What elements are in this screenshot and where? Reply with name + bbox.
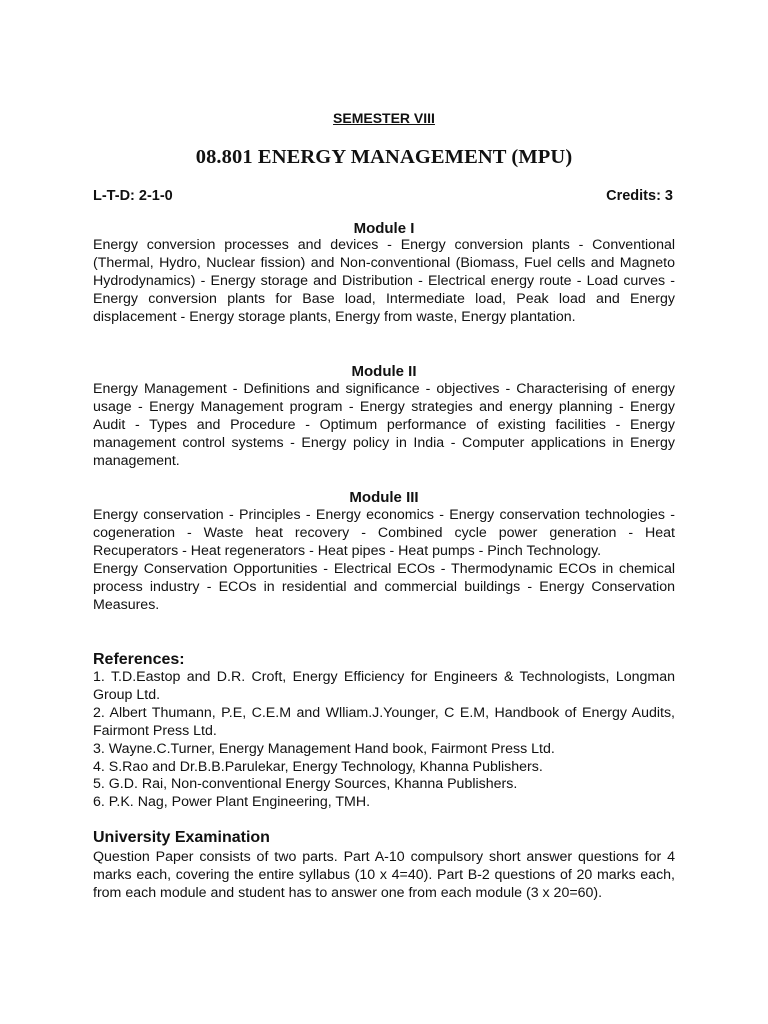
reference-item: 3. Wayne.C.Turner, Energy Management Hand book, Fairmont Press Ltd. bbox=[93, 740, 555, 757]
module-2-heading: Module II bbox=[351, 363, 417, 380]
module-1-paragraph: Energy conversion processes and devices - Energy conversion plants - Conventional (Thermal, Hydro, Nuclear fission) and Non-conventional (Biomass, Fuel cells and Magneto Hydrodynamics) - Energy storage and Distribution - Electrical energy route - Load curves - Energy conversion plants for Base load, Intermediate load, Peak load and Energy displacement - Energy storage plants, Energy from waste, Energy plantation. bbox=[93, 237, 675, 325]
reference-item: 5. G.D. Rai, Non-conventional Energy Sources, Khanna Publishers. bbox=[93, 776, 518, 793]
module-3-paragraph-2: Energy Conservation Opportunities - Electrical ECOs - Thermodynamic ECOs in chemical process industry - ECOs in residential and commercial buildings - Energy Conservation Measures. bbox=[93, 560, 675, 613]
ltd-label: L-T-D: 2-1-0 bbox=[93, 188, 173, 204]
module-1-text bbox=[93, 237, 675, 327]
reference-item: 1. T.D.Eastop and D.R. Croft, Energy Efficiency for Engineers & Technologists, Longman Group Ltd. bbox=[93, 669, 675, 703]
exam-text bbox=[93, 849, 675, 903]
course-title: 08.801 ENERGY MANAGEMENT (MPU) bbox=[195, 146, 573, 168]
ltd-credits-row bbox=[93, 188, 675, 204]
exam-heading: University Examination bbox=[93, 829, 270, 846]
module-3-paragraph-1: Energy conservation - Principles - Energy economics - Energy conservation technologies - cogeneration - Waste heat recovery - Combined cycle power generation - Heat Recuperators - Heat regenerators - Heat pipes - Heat pumps - Pinch Technology. bbox=[93, 507, 675, 559]
module-1-heading: Module I bbox=[353, 220, 415, 237]
module-3-heading: Module III bbox=[349, 489, 419, 506]
reference-item: 4. S.Rao and Dr.B.B.Parulekar, Energy Technology, Khanna Publishers. bbox=[93, 758, 543, 775]
module-2-paragraph: Energy Management - Definitions and significance - objectives - Characterising of energy usage - Energy Management program - Energy strategies and energy planning - Energy Audit - Types and Procedure - Optimum performance of existing facilities - Energy management control systems - Energy policy in India - Computer applications in Energy management. bbox=[93, 381, 675, 469]
module-3-text bbox=[93, 507, 675, 614]
reference-item: 2. Albert Thumann, P.E, C.E.M and Wlliam.J.Younger, C E.M, Handbook of Energy Audits, Fairmont Press Ltd. bbox=[93, 704, 675, 739]
references-list bbox=[93, 669, 675, 812]
references-heading: References: bbox=[93, 651, 185, 668]
module-2-text bbox=[93, 381, 675, 471]
semester-label: SEMESTER VIII bbox=[333, 110, 435, 126]
reference-item: 6. P.K. Nag, Power Plant Engineering, TMH. bbox=[93, 794, 371, 811]
exam-paragraph: Question Paper consists of two parts. Part A-10 compulsory short answer questions for 4 marks each, covering the entire syllabus (10 x 4=40). Part B-2 questions of 20 marks each, from each module and student has to answer one from each module (3 x 20=60). bbox=[93, 849, 675, 901]
credits-label: Credits: 3 bbox=[606, 188, 673, 204]
